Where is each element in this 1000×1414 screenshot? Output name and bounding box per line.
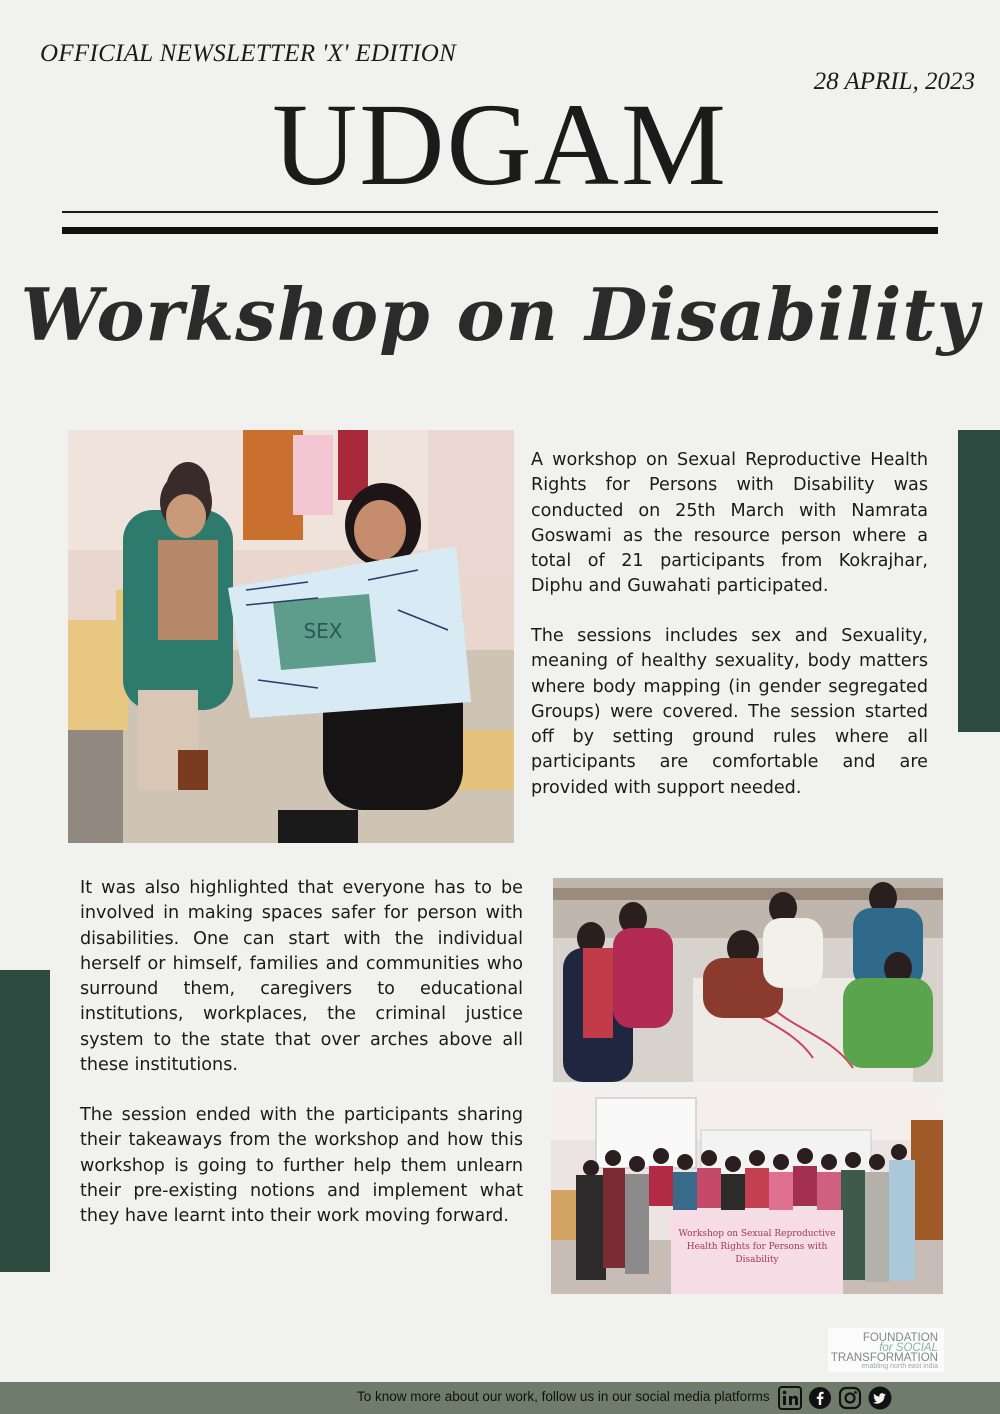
banner-line-3: Disability xyxy=(735,1255,779,1265)
banner-line-1: Workshop on Sexual Reproductive xyxy=(678,1229,836,1239)
workshop-photo-chart-paper xyxy=(68,430,514,843)
article-paragraph-2: The sessions includes sex and Sexuality, meaning of healthy sexuality, body matters where body mapping (in gender segregated Groups) were covered. The session started off by setting ground rules where all participants are comfortable and are provided with support needed. xyxy=(531,626,928,798)
accent-bar-left xyxy=(0,970,50,1272)
twitter-icon[interactable] xyxy=(868,1386,892,1410)
masthead-title: UDGAM xyxy=(272,79,728,210)
logo-line-1: FOUNDATION xyxy=(862,1332,938,1344)
workshop-photo-body-mapping xyxy=(553,878,943,1082)
article-paragraph-4: The session ended with the participants sharing their takeaways from the workshop and how this workshop is going to further help them unlearn their pre-existing notions and implement what they have learnt into their work moving forward. xyxy=(80,1105,523,1227)
logo-line-3: TRANSFORMATION xyxy=(830,1352,938,1364)
masthead-rule-thin xyxy=(62,211,938,213)
issue-date: 28 APRIL, 2023 xyxy=(813,68,975,95)
facebook-icon[interactable] xyxy=(808,1386,832,1410)
logo-line-2: for SOCIAL xyxy=(879,1342,938,1354)
linkedin-icon[interactable] xyxy=(778,1386,802,1410)
banner-line-2: Health Rights for Persons with xyxy=(686,1242,828,1252)
article-headline: Workshop on Disability xyxy=(20,272,980,357)
edition-label: OFFICIAL NEWSLETTER 'X' EDITION xyxy=(40,40,457,67)
article-paragraph-3: It was also highlighted that everyone has to be involved in making spaces safer for person with disabilities. One can start with the individual herself or himself, families and communities who surround them, caregivers to educational institutions, workplaces, the criminal justice system to the state that over arches above all these institutions. xyxy=(80,878,523,1076)
workshop-photo-group xyxy=(551,1090,943,1294)
instagram-icon[interactable] xyxy=(838,1386,862,1410)
chart-paper-word: SEX xyxy=(303,619,343,643)
article-paragraph-1: A workshop on Sexual Reproductive Health Rights for Persons with Disability was conducted on 25th March with Namrata Goswami as the resource person where a total of 21 participants from Kokrajhar, Diphu and Guwahati participated. xyxy=(531,450,928,597)
footer-text: To know more about our work, follow us in our social media platforms xyxy=(357,1389,770,1404)
masthead-rule-thick xyxy=(62,227,938,234)
logo-tagline: enabling north east india xyxy=(861,1363,938,1370)
accent-bar-right xyxy=(958,430,1000,732)
organization-logo xyxy=(828,1328,944,1372)
footer-bar xyxy=(0,1382,1000,1414)
